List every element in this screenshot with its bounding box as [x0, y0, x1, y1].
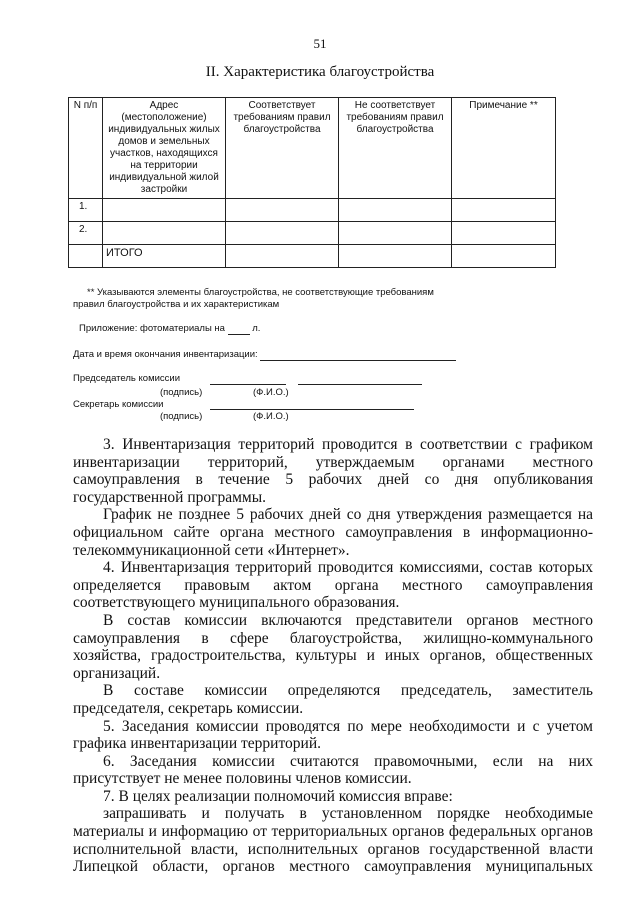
footnote-line-1: ** Указываются элементы благоустройства, не соответствующие требованиям [87, 287, 434, 298]
row-number: 1. [69, 199, 103, 222]
column-header-address: Адрес (местоположение) индивидуальных жилых домов и земельных участков, находящихся на территории индивидуальной жилой застройки [103, 98, 226, 199]
secretary-signature-caption: (подпись) [160, 411, 203, 422]
row-address [103, 222, 226, 245]
inventory-end-blank [260, 360, 456, 361]
inventory-end-line [73, 349, 456, 361]
row-compliant-cell [226, 199, 339, 222]
table-header-row [69, 98, 556, 199]
row-note-cell [452, 245, 556, 268]
row-noncompliant-cell [339, 245, 452, 268]
document-body [73, 436, 593, 876]
chairman-name-caption: (Ф.И.О.) [253, 387, 289, 398]
table-total-row [69, 245, 556, 268]
row-address [103, 199, 226, 222]
column-header-noncompliant: Не соответствует требованиям правил благоустройства [339, 98, 452, 199]
row-noncompliant-cell [339, 199, 452, 222]
table-row [69, 199, 556, 222]
chairman-name-blank [298, 372, 422, 385]
characteristics-table [68, 97, 556, 268]
secretary-name-caption: (Ф.И.О.) [253, 411, 289, 422]
paragraph-schedule: График не позднее 5 рабочих дней со дня утверждения размещается на официальном сайте органа местного самоуправления в информационно-телекоммуникационной сети «Интернет». [73, 506, 593, 559]
attachment-suffix: л. [252, 323, 261, 334]
chairman-label: Председатель комиссии [73, 373, 181, 384]
paragraph-5: 5. Заседания комиссии проводятся по мере необходимости и с учетом графика инвентаризации территорий. [73, 717, 593, 753]
paragraph-7: 7. В целях реализации полномочий комиссия вправе: [103, 787, 453, 805]
paragraph-rights: запрашивать и получать в установленном порядке необходимые материалы и информацию от территориальных органов федеральных органов исполнительной власти, исполнительных органов государственной власти Липецкой области, органов местного самоуправления муниципальных [73, 805, 593, 876]
column-header-number: N п/п [69, 98, 103, 199]
paragraph-6: 6. Заседания комиссии считаются правомочными, если на них присутствует не менее половины членов комиссии. [73, 752, 593, 788]
paragraph-composition: В состав комиссии включаются представители органов местного самоуправления в сфере благоустройства, жилищно-коммунального хозяйства, градостроительства, культуры и иных органов, общественных организаций. [73, 611, 593, 682]
paragraph-officers: В составе комиссии определяются председатель, заместитель председателя, секретарь комиссии. [73, 682, 593, 717]
attachment-prefix: Приложение: фотоматериалы на [79, 323, 225, 334]
total-label: ИТОГО [103, 245, 226, 268]
section-title: II. Характеристика благоустройства [205, 64, 435, 80]
row-note-cell [452, 199, 556, 222]
row-noncompliant-cell [339, 222, 452, 245]
row-note-cell [452, 222, 556, 245]
table-row [69, 222, 556, 245]
attachment-line [79, 323, 260, 335]
attachment-pages-blank [228, 334, 250, 335]
footnote-line-2: правил благоустройства и их характеристикам [73, 299, 280, 310]
column-header-compliant: Соответствует требованиям правил благоустройства [226, 98, 339, 199]
inventory-end-label: Дата и время окончания инвентаризации: [73, 349, 258, 360]
page-number: 51 [313, 36, 327, 51]
paragraph-4: 4. Инвентаризация территорий проводится комиссиями, состав которых определяется правовым актом органа местного самоуправления соответствующего муниципального образования. [73, 559, 593, 612]
chairman-signature-caption: (подпись) [160, 387, 203, 398]
column-header-note: Примечание ** [452, 98, 556, 199]
secretary-label: Секретарь комиссии [73, 399, 164, 410]
secretary-blank [210, 397, 414, 410]
row-compliant-cell [226, 245, 339, 268]
chairman-signature-blank [210, 372, 286, 385]
row-number [69, 245, 103, 268]
row-number: 2. [69, 222, 103, 245]
row-compliant-cell [226, 222, 339, 245]
paragraph-3: 3. Инвентаризация территорий проводится в соответствии с графиком инвентаризации территорий, утверждаемым органами местного самоуправления в течение 5 рабочих дней со дня опубликования государственной программы. [73, 436, 593, 506]
